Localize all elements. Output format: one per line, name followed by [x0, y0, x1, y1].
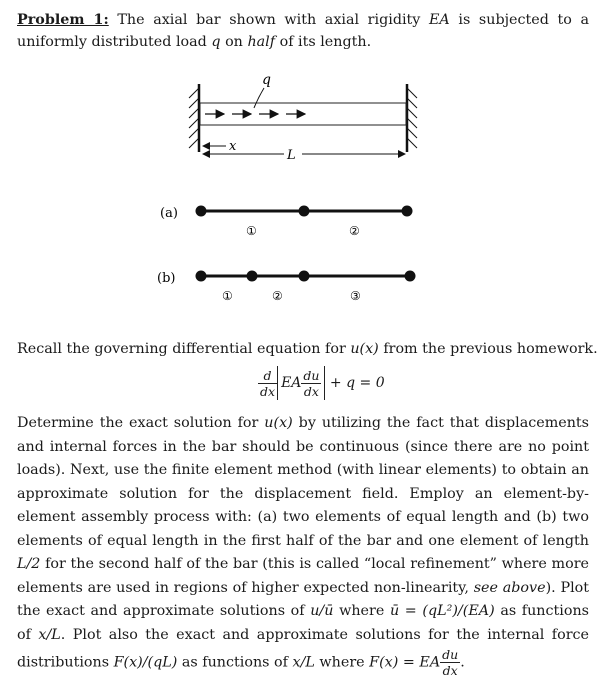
case-b-node-1 [196, 271, 207, 282]
left-wall [189, 84, 199, 152]
body-s1d: ). Plot the exact and approximate solutions of [17, 579, 590, 619]
body-s1a: Determine the exact solution for [17, 415, 259, 431]
body-xl2: x/L [292, 654, 315, 671]
intro-ea: EA [429, 12, 450, 28]
case-a-node-2 [299, 206, 310, 217]
recall-text-b: from the previous homework. [383, 341, 598, 357]
body-du-den: dx [442, 663, 458, 678]
eq-bracket [277, 366, 325, 400]
load-label: q [262, 72, 271, 88]
case-b-node-3 [299, 271, 310, 282]
body-s1b: by utilizing the fact that displacements and internal forces in the bar should be continuous (since there are no point loads). Next, use the finite element method (with linear elements) to obtain an approximate solution for the displacement field. Employ an element-by-element assembly process with: (a) two elements of equal length and (b) two elements of equal length in the first half of the bar and one element of length [17, 415, 590, 549]
case-b-node-4 [405, 271, 416, 282]
eq-tail: + q = 0 [329, 375, 385, 391]
case-a-element-2: ② [349, 224, 360, 238]
case-a-label: (a) [160, 206, 178, 221]
x-label: x [229, 139, 237, 154]
eq-d-dx [258, 368, 277, 399]
intro-half: half [247, 34, 276, 50]
eq-du-den: dx [303, 383, 319, 399]
eq-du-dx [301, 368, 321, 399]
case-b-element-3: ③ [350, 289, 361, 303]
body-ratio: u/ū [310, 603, 334, 619]
eq-d-num: d [258, 368, 277, 384]
intro-text-a: The axial bar shown with axial rigidity [117, 12, 421, 28]
body-du-dx [440, 647, 460, 678]
right-wall [407, 84, 417, 152]
body-where: where [339, 603, 385, 619]
intro-text-d: of its length. [279, 34, 372, 50]
problem-label: Problem 1: [17, 12, 109, 28]
body-ubar: ū = (qL²)/(EA) [389, 603, 495, 619]
problem-body [17, 412, 589, 678]
body-s1f: . Plot also the exact and approximate solutions for the internal force distributions [17, 626, 590, 671]
body-fx: F(x) = EA [369, 654, 441, 671]
intro-text-b: is subjected to a uniformly distributed load [17, 12, 589, 50]
eq-ea: EA [281, 375, 302, 391]
body-fql: F(x)/(qL) [113, 654, 178, 671]
length-label: L [287, 148, 296, 163]
recall-sentence [17, 341, 598, 357]
load-leader [254, 88, 264, 108]
intro-q: q [211, 34, 221, 50]
body-xl: x/L [38, 626, 61, 643]
case-b-element-2: ② [272, 289, 283, 303]
body-see-above: see above [473, 579, 546, 596]
body-s1h: where [319, 654, 365, 671]
body-s1e: as functions of [17, 603, 589, 643]
case-b-element-1: ① [222, 289, 233, 303]
case-a-element-1: ① [246, 224, 257, 238]
body-s1len: L/2 [17, 556, 41, 572]
case-a-node-1 [196, 206, 207, 217]
recall-u: u(x) [350, 341, 379, 357]
body-s1c: for the second half of the bar (this is called “local refinement” where more elements are used in regions of higher expected non-linearity, [17, 556, 589, 596]
intro-text-c: on [225, 34, 243, 50]
governing-equation [258, 366, 385, 400]
case-a-node-3 [402, 206, 413, 217]
body-du-num: du [442, 647, 459, 662]
bar-figure [0, 0, 604, 340]
eq-d-den: dx [260, 383, 276, 399]
body-end: . [460, 654, 465, 671]
case-b-node-2 [247, 271, 258, 282]
recall-text-a: Recall the governing differential equation for [17, 341, 346, 357]
eq-du-num: du [303, 367, 320, 383]
body-s1g: as functions of [181, 654, 288, 671]
case-b-label: (b) [157, 271, 176, 286]
body-s1u: u(x) [264, 415, 293, 431]
